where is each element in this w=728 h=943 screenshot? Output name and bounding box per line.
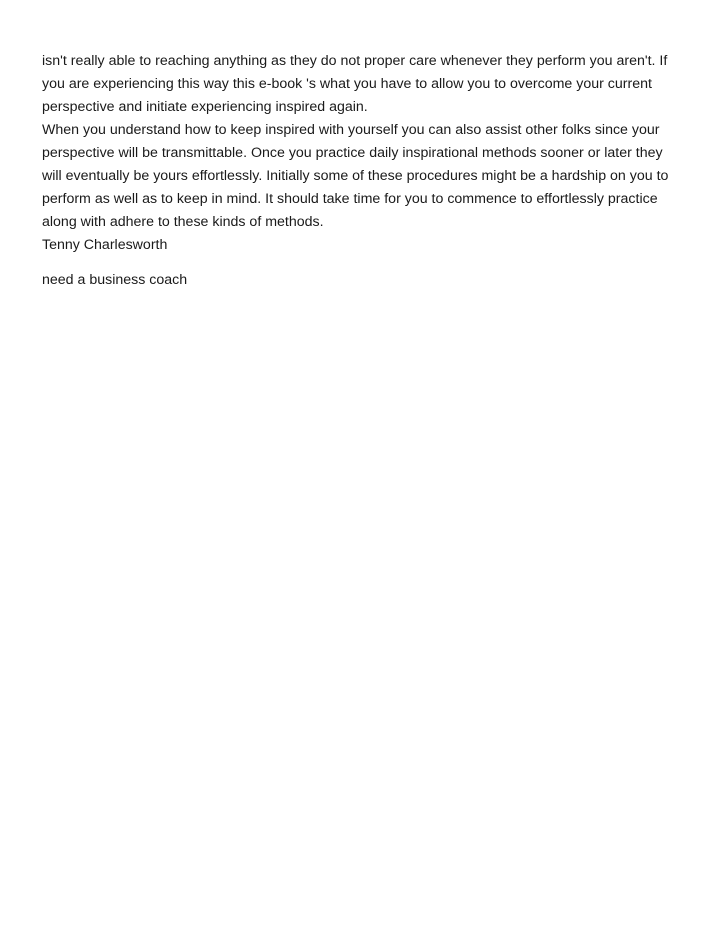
author-name: Tenny Charlesworth [42, 237, 168, 253]
paragraph-line: isn't really able to reaching anything as they do not proper care whenever they perform you aren't. If [42, 53, 668, 69]
paragraph-line: along with adhere to these kinds of methods. [42, 214, 324, 230]
paragraph-line: you are experiencing this way this e-book 's what you have to allow you to overcome your current [42, 76, 652, 92]
business-coach-link[interactable]: need a business coach [42, 272, 188, 288]
paragraph-1 [42, 50, 688, 119]
paragraph-2 [42, 119, 688, 234]
spacer [42, 257, 688, 269]
paragraph-line: When you understand how to keep inspired with yourself you can also assist other folks since your [42, 122, 660, 138]
paragraph-line: perspective and initiate experiencing inspired again. [42, 99, 368, 115]
paragraph-line: will eventually be yours effortlessly. Initially some of these procedures might be a hardship on you to [42, 168, 669, 184]
paragraph-line: perform as well as to keep in mind. It should take time for you to commence to effortlessly practice [42, 191, 658, 207]
paragraph-line: perspective will be transmittable. Once you practice daily inspirational methods sooner or later they [42, 145, 663, 161]
